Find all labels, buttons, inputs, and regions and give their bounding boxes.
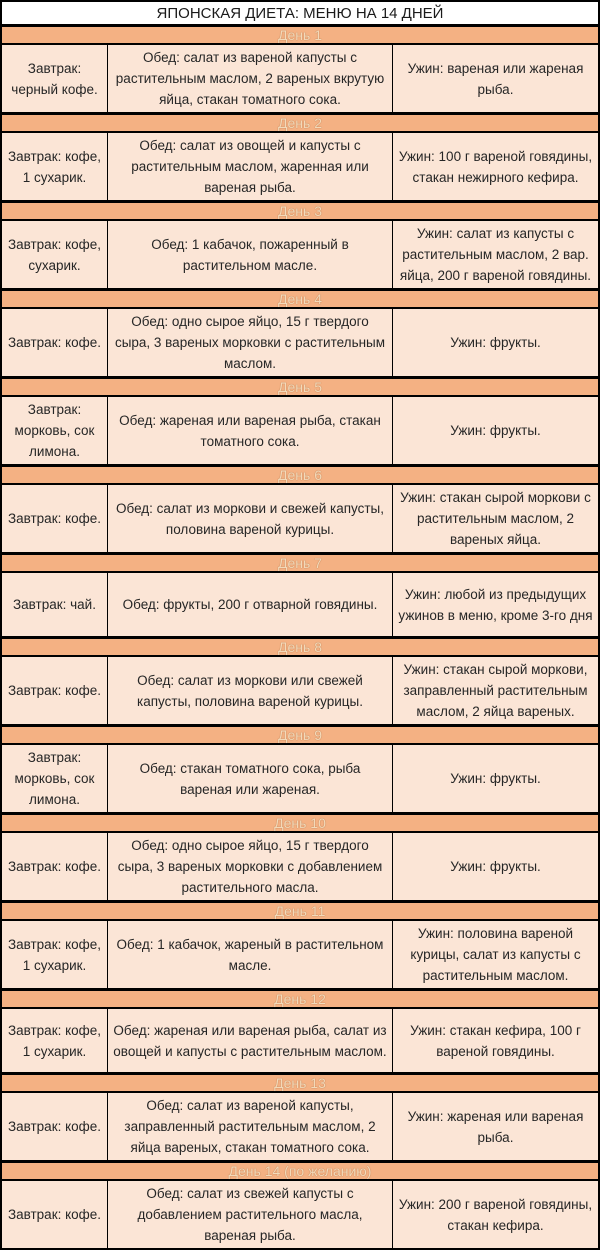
lunch-cell: Обед: фрукты, 200 г отварной говядины. [107,573,392,636]
lunch-cell: Обед: 1 кабачок, пожаренный в растительном масле. [107,221,392,288]
dinner-cell: Ужин: салат из капусты с растительным маслом, 2 вар. яйца, 200 г вареной говядины. [392,221,598,288]
day-section [2,200,598,288]
dinner-cell: Ужин: жареная или вареная рыба. [392,1093,598,1160]
day-content-row [2,221,598,288]
day-section [2,900,598,988]
day-header-row: День 5 [2,376,598,397]
day-content-row [2,133,598,200]
breakfast-cell: Завтрак: кофе. [2,833,107,900]
lunch-cell: Обед: стакан томатного сока, рыба вареная или жареная. [107,745,392,812]
day-content-row [2,921,598,988]
dinner-cell: Ужин: стакан сырой моркови с растительным маслом, 2 вареных яйца. [392,485,598,552]
breakfast-cell: Завтрак: кофе, 1 сухарик. [2,921,107,988]
breakfast-cell: Завтрак: кофе. [2,309,107,376]
dinner-cell: Ужин: стакан сырой моркови, заправленный растительным маслом, 2 яйца вареных. [392,657,598,724]
day-content-row [2,397,598,464]
day-header-row: День 13 [2,1072,598,1093]
lunch-cell: Обед: одно сырое яйцо, 15 г твердого сыра, 3 вареных морковки с растительным маслом. [107,309,392,376]
dinner-cell: Ужин: стакан кефира, 100 г вареной говядины. [392,1009,598,1072]
breakfast-cell: Завтрак: чай. [2,573,107,636]
day-section [2,812,598,900]
dinner-cell: Ужин: половина вареной курицы, салат из капусты с растительным маслом. [392,921,598,988]
day-header-row: День 10 [2,812,598,833]
day-section [2,376,598,464]
day-content-row [2,45,598,112]
day-header-row: День 2 [2,112,598,133]
breakfast-cell: Завтрак: черный кофе. [2,45,107,112]
day-content-row [2,833,598,900]
day-header-row: День 12 [2,988,598,1009]
dinner-cell: Ужин: фрукты. [392,397,598,464]
breakfast-cell: Завтрак: кофе, 1 сухарик. [2,133,107,200]
dinner-cell: Ужин: фрукты. [392,309,598,376]
day-section [2,1160,598,1248]
breakfast-cell: Завтрак: кофе, сухарик. [2,221,107,288]
dinner-cell: Ужин: фрукты. [392,833,598,900]
breakfast-cell: Завтрак: кофе. [2,485,107,552]
day-section [2,1072,598,1160]
breakfast-cell: Завтрак: кофе. [2,1181,107,1248]
day-section [2,24,598,112]
day-section [2,552,598,636]
day-section [2,464,598,552]
lunch-cell: Обед: 1 кабачок, жареный в растительном масле. [107,921,392,988]
lunch-cell: Обед: салат из свежей капусты с добавлением растительного масла, вареная рыба. [107,1181,392,1248]
days-container [2,24,598,1248]
day-header-row: День 14 (по желанию) [2,1160,598,1181]
dinner-cell: Ужин: 100 г вареной говядины, стакан нежирного кефира. [392,133,598,200]
dinner-cell: Ужин: любой из предыдущих ужинов в меню, кроме 3-го дня [392,573,598,636]
day-content-row [2,1181,598,1248]
breakfast-cell: Завтрак: кофе, 1 сухарик. [2,1009,107,1072]
day-header-row: День 4 [2,288,598,309]
breakfast-cell: Завтрак: морковь, сок лимона. [2,397,107,464]
lunch-cell: Обед: салат из моркови и свежей капусты, половина вареной курицы. [107,485,392,552]
table-title: ЯПОНСКАЯ ДИЕТА: МЕНЮ НА 14 ДНЕЙ [2,2,598,24]
day-header-row: День 7 [2,552,598,573]
lunch-cell: Обед: одно сырое яйцо, 15 г твердого сыра, 3 вареных морковки с добавлением растительного масла. [107,833,392,900]
day-section [2,724,598,812]
day-content-row [2,1093,598,1160]
day-content-row [2,573,598,636]
day-header-row: День 1 [2,24,598,45]
dinner-cell: Ужин: фрукты. [392,745,598,812]
lunch-cell: Обед: салат из овощей и капусты с растительным маслом, жаренная или вареная рыба. [107,133,392,200]
day-header-row: День 6 [2,464,598,485]
day-header-row: День 8 [2,636,598,657]
day-content-row [2,1009,598,1072]
dinner-cell: Ужин: 200 г вареной говядины, стакан кефира. [392,1181,598,1248]
lunch-cell: Обед: салат из вареной капусты, заправленный растительным маслом, 2 яйца вареных, стакан томатного сока. [107,1093,392,1160]
lunch-cell: Обед: салат из моркови или свежей капусты, половина вареной курицы. [107,657,392,724]
lunch-cell: Обед: жареная или вареная рыба, стакан томатного сока. [107,397,392,464]
dinner-cell: Ужин: вареная или жареная рыба. [392,45,598,112]
day-section [2,112,598,200]
day-header-row: День 11 [2,900,598,921]
day-section [2,988,598,1072]
day-header-row: День 3 [2,200,598,221]
breakfast-cell: Завтрак: кофе. [2,1093,107,1160]
day-content-row [2,657,598,724]
day-content-row [2,485,598,552]
day-content-row [2,309,598,376]
breakfast-cell: Завтрак: кофе. [2,657,107,724]
breakfast-cell: Завтрак: морковь, сок лимона. [2,745,107,812]
day-header-row: День 9 [2,724,598,745]
lunch-cell: Обед: салат из вареной капусты с растительным маслом, 2 вареных вкрутую яйца, стакан томатного сока. [107,45,392,112]
lunch-cell: Обед: жареная или вареная рыба, салат из овощей и капусты с растительным маслом. [107,1009,392,1072]
day-content-row [2,745,598,812]
day-section [2,636,598,724]
day-section [2,288,598,376]
